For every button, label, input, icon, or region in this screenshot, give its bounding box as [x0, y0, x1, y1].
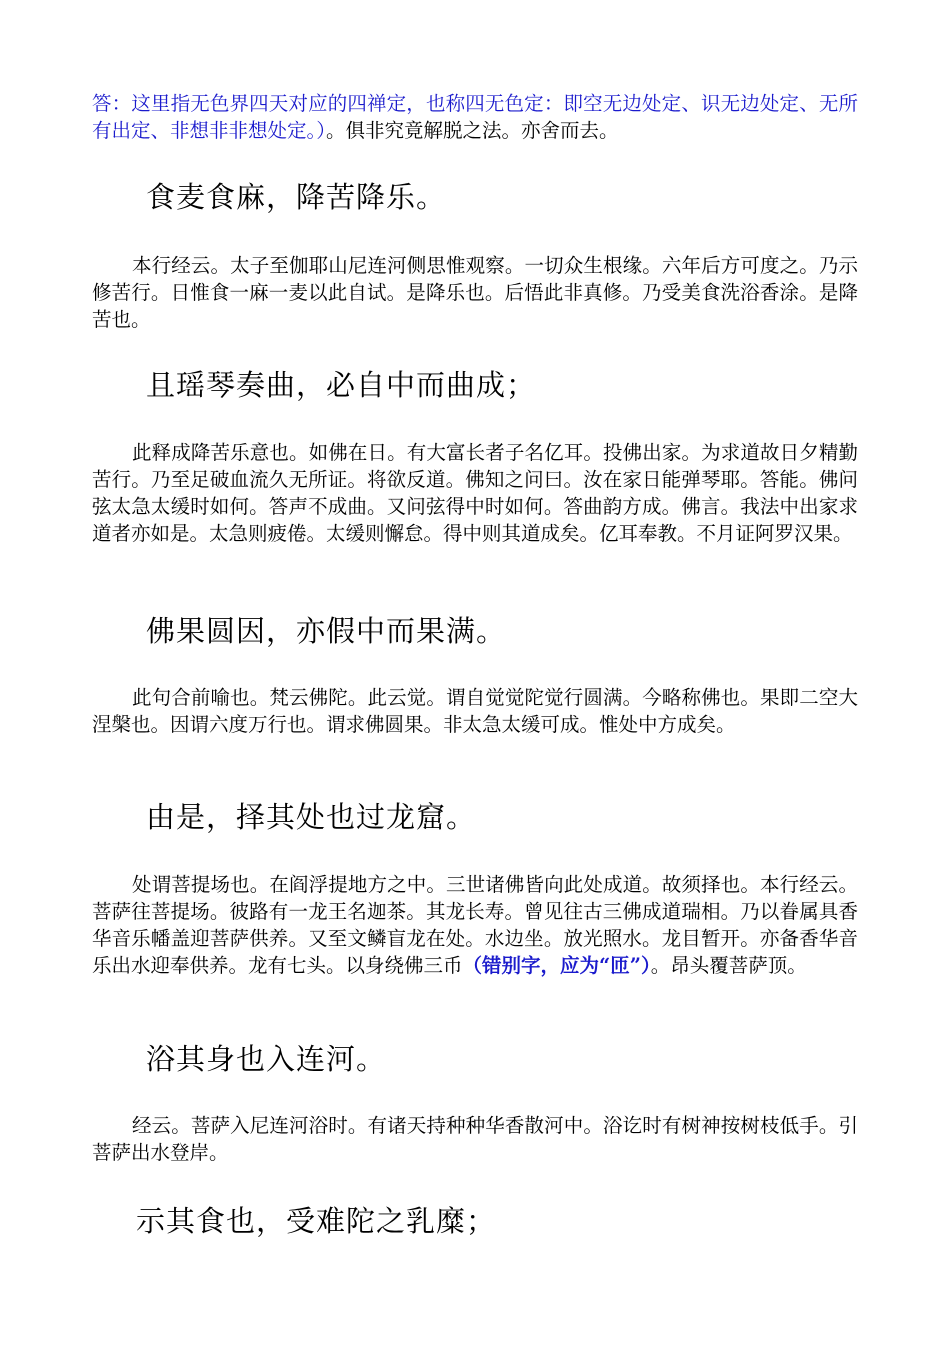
verse-line-4: 由是，择其处也过龙窟。: [146, 800, 477, 834]
commentary-text: 。俱非究竟解脱之法。亦舍而去。: [326, 119, 619, 142]
commentary-paragraph-2: 此释成降苦乐意也。如佛在日。有大富长者子名亿耳。投佛出家。为求道故日夕精勤苦行。乃至足破血流久无所证。将欲反道。佛知之问曰。汝在家日能弹琴耶。答能。佛问弦太急太缓时如何。答声不成曲。又问弦得中时如何。答曲韵方成。佛言。我法中出家求道者亦如是。太急则疲倦。太缓则懈怠。得中则其道成矣。亿耳奉教。不月证阿罗汉果。: [92, 441, 858, 545]
verse-line-1: 食麦食麻，降苦降乐。: [146, 180, 447, 214]
commentary-paragraph-5: 经云。菩萨入尼连河浴时。有诸天持种种华香散河中。浴讫时有树神按树枝低手。引菩萨出水登岸。: [92, 1114, 858, 1164]
verse-line-5: 浴其身也入连河。: [146, 1042, 387, 1076]
commentary-paragraph-3: 此句合前喻也。梵云佛陀。此云觉。谓自觉觉陀觉行圆满。今略称佛也。果即二空大涅槃也。因谓六度万行也。谓求佛圆果。非太急太缓可成。惟处中方成矣。: [92, 686, 858, 736]
commentary-paragraph-1: 本行经云。太子至伽耶山尼连河侧思惟观察。一切众生根缘。六年后方可度之。乃示修苦行。日惟食一麻一麦以此自试。是降乐也。后悟此非真修。乃受美食洗浴香涂。是降苦也。: [92, 254, 858, 331]
commentary-text-tail: 。昂头覆菩萨顶。: [650, 954, 807, 977]
commentary-paragraph-4: [92, 871, 858, 979]
commentary-text: 处谓菩提场也。在阎浮提地方之中。三世诸佛皆向此处成道。故须择也。本行经云。菩萨往菩提场。彼路有一龙王名迦茶。其龙长寿。曾见往古三佛成道瑞相。乃以眷属具香华音乐幡盖迎菩萨供养。又至文鳞盲龙在处。水边坐。放光照水。龙目暂开。亦备香华音乐出水迎奉供养。龙有七头。以身绕佛三币: [92, 873, 858, 977]
annotation-note: 答：这里指无色界四天对应的四禅定，也称四无色定：即空无边处定、识无边处定、无所有出定、非想非非想处定。）: [92, 92, 858, 142]
typo-correction-note: （错别字，应为“匝”）: [462, 954, 651, 977]
verse-line-2: 且瑶琴奏曲，必自中而曲成；: [146, 368, 537, 402]
commentary-paragraph-0: [92, 90, 858, 144]
verse-line-6: 示其食也，受难陀之乳糜；: [136, 1204, 497, 1238]
verse-line-3: 佛果圆因，亦假中而果满。: [146, 614, 507, 648]
